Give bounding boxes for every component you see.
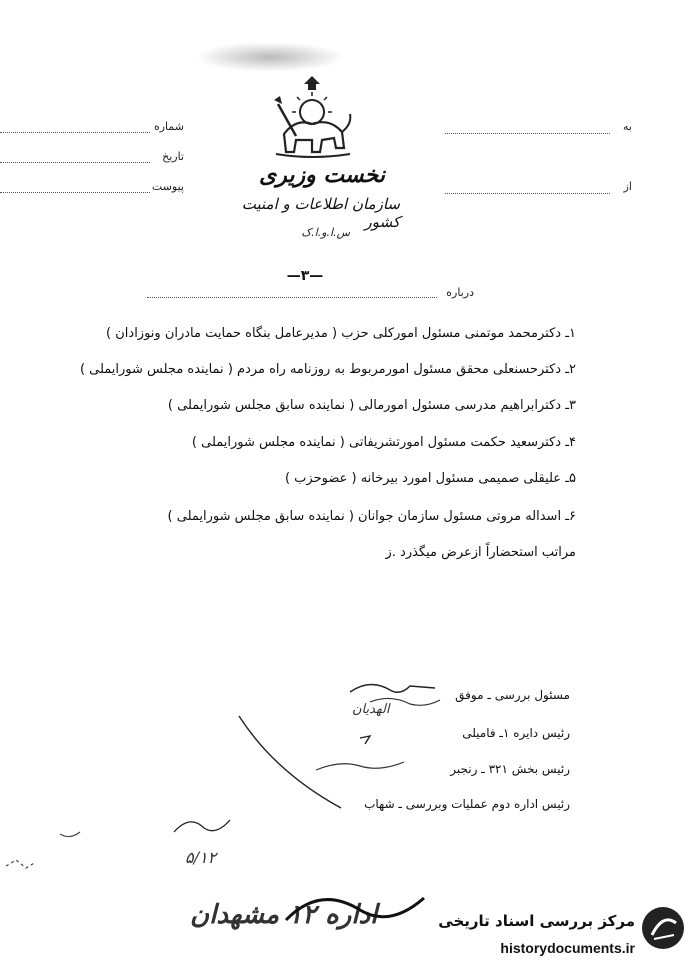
signature-line: رئیس دایره ۱ـ فامیلی	[462, 726, 570, 740]
list-item: ۶ـ اسداله مروتی مسئول سازمان جوانان ( نماینده سابق مجلس شورایملی )	[167, 509, 576, 524]
ministry-title: نخست وزیری	[259, 162, 385, 188]
signature-line: رئیس بخش ۳۲۱ ـ رنجبر	[450, 762, 570, 776]
attachment-field-line	[0, 192, 150, 193]
handwritten-note: الهدیان	[352, 702, 390, 717]
list-item: ۵ـ علیقلی صمیمی مسئول امورد بیرخانه ( عضوحزب )	[284, 471, 576, 486]
number-label: شماره	[153, 120, 184, 133]
margin-scribble-icon	[0, 820, 90, 880]
watermark-name: مرکز بررسی اسناد تاریخی	[438, 912, 635, 930]
handwritten-scribble-icon	[310, 730, 410, 780]
organization-code: س.ا.و.ا.ک	[301, 226, 350, 239]
signature-line: رئیس اداره دوم عملیات وبررسی ـ شهاب	[364, 797, 570, 811]
watermark-url[interactable]: historydocuments.ir	[500, 940, 635, 956]
number-field-line	[0, 132, 150, 133]
subject-field-line	[147, 297, 437, 298]
bottom-flourish-icon	[280, 880, 430, 935]
list-item: ۴ـ دکترسعید حکمت مسئول امورتشریفاتی ( نماینده مجلس شورایملی )	[191, 435, 576, 450]
attachment-label: پیوست	[151, 180, 184, 193]
stamp-smudge	[195, 42, 345, 72]
handwritten-date: ۵/۱۲	[185, 848, 217, 867]
to-field-line	[445, 133, 610, 134]
watermark-logo-icon	[640, 905, 686, 951]
list-item: ۲ـ دکترحسنعلی محقق مسئول امورمربوط به روزنامه راه مردم ( نماینده مجلس شورایملی )	[79, 362, 576, 377]
from-field-line	[445, 193, 610, 194]
closing-line: مراتب استحضاراً ازعرض میگذرد .ز	[385, 545, 576, 560]
list-item: ۱ـ دکترمحمد موتمنی مسئول امورکلی حزب ( مدیرعامل بنگاه حمایت مادران ونوزادان )	[106, 326, 576, 341]
date-label: تاریخ	[162, 150, 184, 163]
from-label: از	[623, 180, 632, 193]
date-field-line	[0, 162, 150, 163]
signature-line: مسئول بررسی ـ موفق	[455, 688, 570, 702]
handwritten-initials-icon	[170, 810, 240, 840]
to-label: به	[623, 120, 632, 133]
bottom-handwriting: اداره ۱۲ مشهدان	[190, 900, 378, 930]
subject-label: درباره	[446, 286, 474, 299]
lion-and-sun-emblem-icon	[266, 74, 358, 162]
organization-name: سازمان اطلاعات و امنیت کشور	[241, 195, 400, 231]
list-item: ۳ـ دکترابراهیم مدرسی مسئول امورمالی ( نماینده سابق مجلس شورایملی )	[167, 398, 576, 413]
page-number: —۳—	[286, 268, 324, 284]
